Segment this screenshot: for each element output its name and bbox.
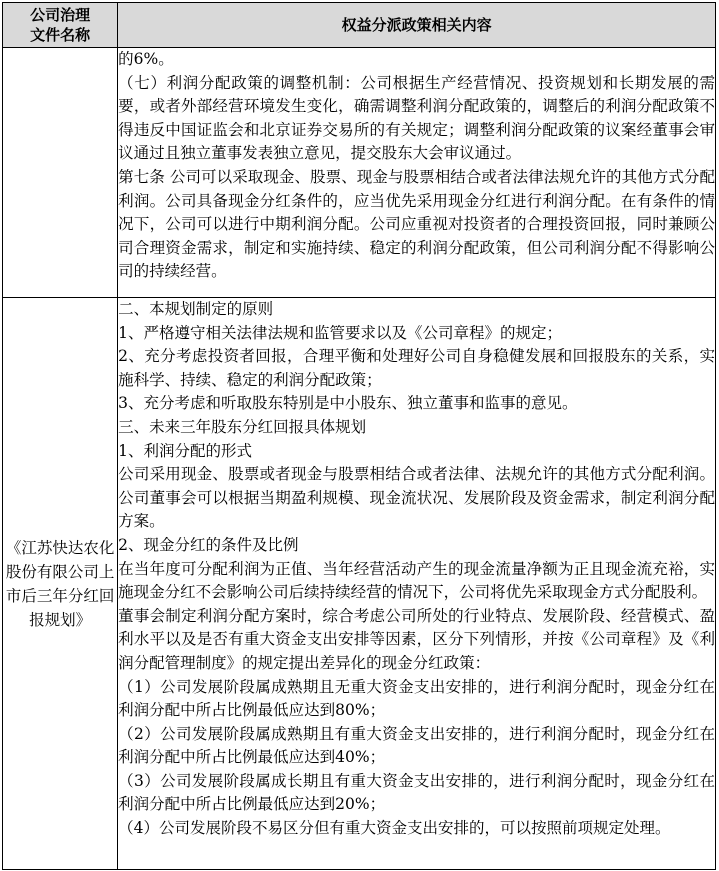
paragraph: 董事会制定利润分配方案时，综合考虑公司所处的行业特点、发展阶段、经营模式、盈利水平以及是否有重大资金支出安排等因素，区分下列情形，并按《公司章程》及《利润分配管理制度》的规定提出差异化的现金分红政策：: [118, 606, 715, 672]
paragraph: 3、充分考虑和听取股东特别是中小股东、独立董事和监事的意见。: [118, 394, 578, 413]
paragraph: 第七条 公司可以采取现金、股票、现金与股票相结合或者法律法规允许的其他方式分配利润。公司具备现金分红条件的，应当优先采用现金分红进行利润分配。在有条件的情况下，公司可以进行中期利润分配。公司应重视对投资者的合理投资回报，同时兼顾公司合理资金需求，制定和实施持续、稳定的利润分配政策，但公司利润分配不得影响公司的持续经营。: [118, 167, 715, 281]
header-doc-name: [3, 3, 118, 48]
row-label: [3, 48, 118, 298]
paragraph: 1、严格遵守相关法律法规和监管要求以及《公司章程》的规定；: [118, 323, 563, 342]
paragraph: 2、充分考虑投资者回报，合理平衡和处理好公司自身稳健发展和回报股东的关系，实施科学、持续、稳定的利润分配政策；: [118, 347, 715, 389]
paragraph: 的6%。: [118, 50, 174, 68]
table-header-row: [3, 3, 716, 48]
table-row: [3, 298, 716, 870]
table-row: [3, 48, 716, 298]
paragraph: 三、未来三年股东分红回报具体规划: [118, 417, 367, 436]
paragraph: 2、现金分红的条件及比例: [118, 535, 299, 554]
paragraph: （4）公司发展阶段不易区分但有重大资金支出安排的，可以按照前项规定处理。: [118, 819, 671, 838]
paragraph: （1）公司发展阶段属成熟期且无重大资金支出安排的，进行利润分配时，现金分红在利润分配中所占比例最低应达到80%；: [118, 677, 715, 720]
row-label: 《江苏快达农化股份有限公司上市后三年分红回报规划》: [3, 298, 118, 870]
paragraph: 1、利润分配的形式: [118, 441, 253, 460]
paragraph: 公司采用现金、股票或者现金与股票相结合或者法律、法规允许的其他方式分配利润。公司董事会可以根据当期盈利规模、现金流状况、发展阶段及资金需求，制定利润分配方案。: [118, 465, 715, 531]
header-doc-name-line1: 公司治理: [30, 6, 91, 24]
row-content: [118, 298, 716, 870]
paragraph: （3）公司发展阶段属成长期且有重大资金支出安排的，进行利润分配时，现金分红在利润分配中所占比例最低应达到20%；: [118, 771, 715, 814]
paragraph: 二、本规划制定的原则: [118, 300, 274, 318]
header-doc-name-line2: 文件名称: [30, 26, 91, 44]
row-content: [118, 48, 716, 298]
paragraph: （2）公司发展阶段属成熟期且有重大资金支出安排的，进行利润分配时，现金分红在利润分配中所占比例最低应达到40%；: [118, 724, 715, 767]
paragraph: 在当年度可分配利润为正值、当年经营活动产生的现金流量净额为正且现金流充裕，实施现金分红不会影响公司后续持续经营的情况下，公司将优先采取现金方式分配股利。: [118, 559, 715, 602]
header-content: 权益分派政策相关内容: [118, 3, 716, 48]
paragraph: （七）利润分配政策的调整机制：公司根据生产经营情况、投资规划和长期发展的需要，或者外部经营环境发生变化，确需调整利润分配政策的，调整后的利润分配政策不得违反中国证监会和北京证券交易所的有关规定；调整利润分配政策的议案经董事会审议通过且独立董事发表独立意见，提交股东大会审议通过。: [118, 73, 715, 163]
policy-table: [2, 2, 716, 870]
